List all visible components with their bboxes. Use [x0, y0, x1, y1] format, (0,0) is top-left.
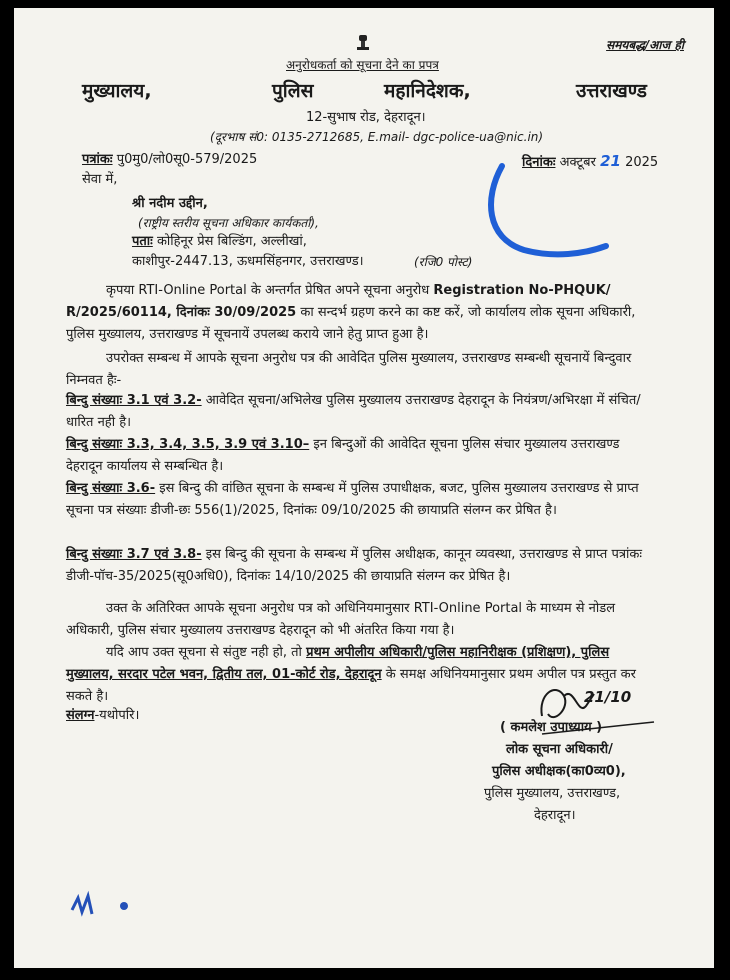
- paragraph-4-appellate: प्रथम अपीलीय अधिकारी/पुलिस महानिरीक्षक (प्रशिक्षण), पुलिस मुख्यालय, सरदार पटेल भवन, द्वितीय तल, 01-कोर्ट रोड, देहरादून: [66, 645, 610, 682]
- point-2-text: इन बिन्दुओं की आवेदित सूचना पुलिस संचार मुख्यालय उत्तराखण्ड देहरादून कार्यालय से सम्बन्धित है।: [66, 437, 620, 474]
- emblem-icon: [355, 34, 371, 52]
- signatory-role-1: लोक सूचना अधिकारी/: [506, 742, 613, 757]
- header-word-1: मुख्यालय,: [82, 80, 152, 102]
- date-handwritten: 21: [600, 152, 621, 170]
- recipient-address: [132, 234, 307, 250]
- signatory-name: ( कमलेश उपाध्याय ): [500, 720, 603, 735]
- paragraph-3: उक्त के अतिरिक्त आपके सूचना अनुरोध पत्र को अधिनियमानुसार RTI-Online Portal के माध्यम से नोडल अधिकारी, पुलिस संचार मुख्यालय उत्तराखण्ड देहरादून को भी अंतरित किया गया है।: [66, 601, 616, 638]
- paragraph-4-c: के समक्ष अधिनियमानुसार प्रथम अपील पत्र प्रस्तुत कर सकते है।: [66, 667, 636, 704]
- subject-line: अनुरोधकर्ता को सूचना देने का प्रपत्र: [286, 58, 439, 72]
- signatory-role-2: पुलिस अधीक्षक(का0व्य0),: [492, 764, 626, 779]
- reference-value: पु0मु0/लो0सू0-579/2025: [116, 152, 258, 167]
- recipient-designation: (राष्ट्रीय स्तरीय सूचना अधिकार कार्यकर्ता),: [138, 216, 319, 230]
- enclosure-value: -यथोपरि।: [94, 708, 140, 723]
- paragraph-4-a: यदि आप उक्त सूचना से संतुष्ट नही हो, तो: [106, 645, 302, 660]
- pata-label: पताः: [132, 234, 153, 249]
- registered-post: (रजि0 पोस्ट): [414, 255, 473, 269]
- header-word-2: पुलिस: [272, 80, 314, 102]
- pata-value: कोहिनूर प्रेस बिल्डिंग, अल्लीखां,: [156, 234, 307, 249]
- top-right-note: समयबद्ध/आज ही: [606, 38, 684, 52]
- point-3-label: बिन्दु संख्याः 3.6-: [66, 481, 156, 496]
- signatory-role-3: पुलिस मुख्यालय, उत्तराखण्ड,: [484, 786, 621, 801]
- point-1-text: आवेदित सूचना/अभिलेख पुलिस मुख्यालय उत्तराखण्ड देहरादून के नियंत्रण/अभिरक्षा में संचित/धारित नही है।: [66, 393, 641, 430]
- paragraph-2: उपरोक्त सम्बन्ध में आपके सूचना अनुरोध पत्र की आवेदित पुलिस मुख्यालय, उत्तराखण्ड सम्बन्धी सूचनायें बिन्दुवार निम्नवत हैः-: [66, 351, 632, 388]
- header-word-3: महानिदेशक,: [384, 80, 471, 102]
- signatory-role-4: देहरादून।: [534, 808, 576, 823]
- ink-smudge-mark: [68, 890, 138, 922]
- office-address: 12-सुभाष रोड, देहरादून।: [306, 110, 426, 125]
- paragraph-1: [66, 280, 660, 346]
- paragraph-1-registration: Registration No-PHQUK/ R/2025/60114, दिनांकः 30/09/2025: [66, 283, 611, 320]
- paragraph-1-c: का सन्दर्भ ग्रहण करने का कष्ट करें, जो कार्यालय लोक सूचना अधिकारी, पुलिस मुख्यालय, उत्तराखण्ड में सूचनायें उपलब्ध कराये जाने हेतु प्राप्त हुआ है।: [66, 305, 636, 342]
- point-2: [66, 434, 660, 478]
- recipient-city: काशीपुर-2447.13, ऊधमसिंहनगर, उत्तराखण्ड।: [132, 254, 364, 269]
- point-4-label: बिन्दु संख्याः 3.7 एवं 3.8-: [66, 547, 202, 562]
- point-1-label: बिन्दु संख्याः 3.1 एवं 3.2-: [66, 393, 202, 408]
- point-2-label: बिन्दु संख्याः 3.3, 3.4, 3.5, 3.9 एवं 3.10–: [66, 437, 310, 452]
- recipient-name: श्री नदीम उद्दीन,: [132, 196, 208, 211]
- point-4-text: इस बिन्दु की सूचना के सम्बन्ध में पुलिस अधीक्षक, कानून व्यवस्था, उत्तराखण्ड से प्राप्त पत्रांकः डीजी-पॉच-35/2025(सू0अधि0), दिनांकः 14/10/2025 की छायाप्रति संलग्न कर प्रेषित है।: [66, 547, 643, 584]
- signature-date: 21/10: [584, 688, 632, 706]
- letter-sheet: [14, 8, 714, 968]
- date-month: अक्टूबर: [559, 155, 596, 170]
- reference-number: [82, 152, 257, 168]
- point-4: [66, 544, 660, 588]
- point-1: [66, 390, 660, 434]
- reference-label: पत्रांकः: [82, 152, 113, 167]
- seva-mein: सेवा में,: [82, 172, 118, 187]
- date-label: दिनांकः: [522, 155, 556, 170]
- pen-stroke-mark: [474, 158, 614, 268]
- point-3-text: इस बिन्दु की वांछित सूचना के सम्बन्ध में पुलिस उपाधीक्षक, बजट, पुलिस मुख्यालय उत्तराखण्ड से प्राप्त सूचना पत्र संख्याः डीजी-छः 556(1)/2025, दिनांकः 09/10/2025 की छायाप्रति संलग्न कर प्रेषित है।: [66, 481, 639, 518]
- paragraph-1-a: कृपया RTI-Online Portal के अन्तर्गत प्रेषित अपने सूचना अनुरोध: [106, 283, 430, 298]
- date-year: 2025: [625, 155, 659, 170]
- enclosure: [66, 708, 139, 724]
- office-contact: (दूरभाष सं0: 0135-2712685, E.mail- dgc-police-ua@nic.in): [210, 130, 544, 144]
- point-3: [66, 478, 660, 522]
- header-word-4: उत्तराखण्ड: [576, 80, 647, 102]
- enclosure-label-text: संलग्न: [66, 708, 95, 723]
